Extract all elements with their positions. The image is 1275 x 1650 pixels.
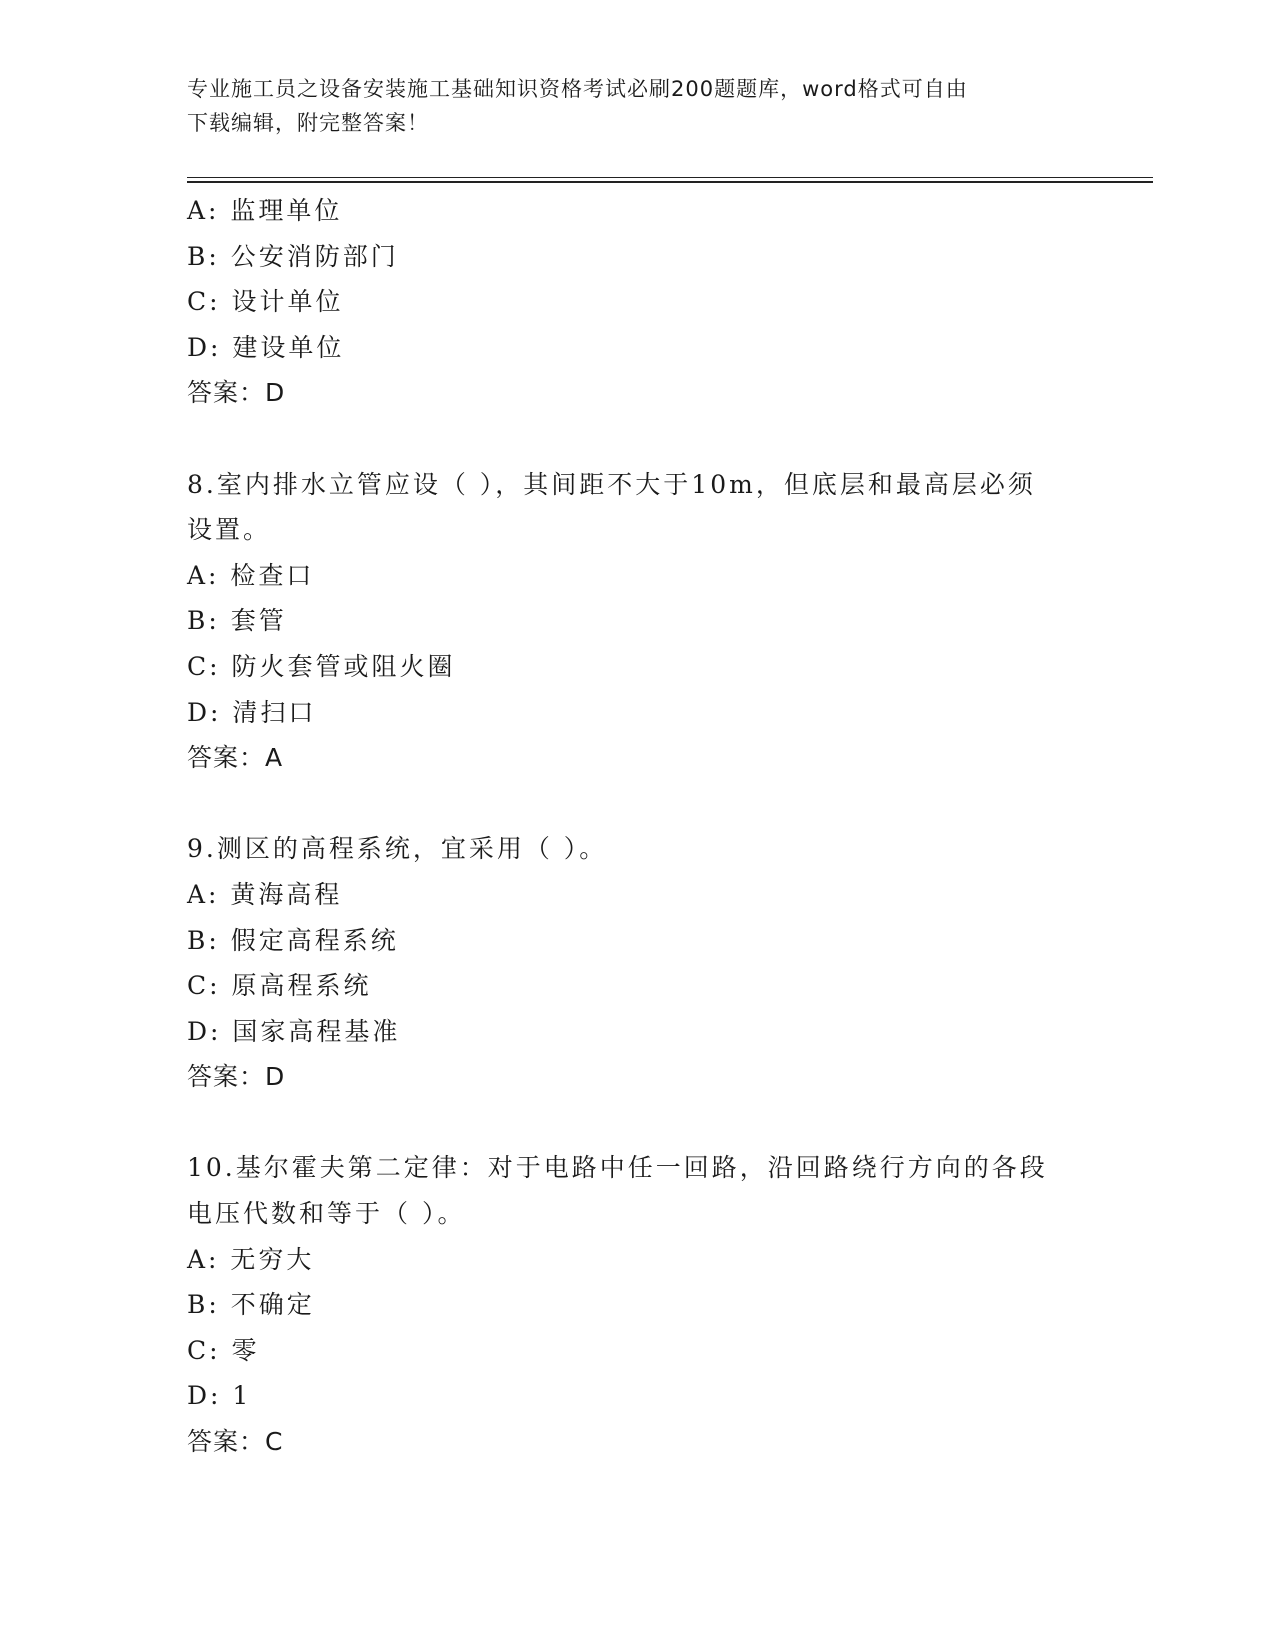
answer: 答案：D — [187, 1062, 286, 1092]
question-7 — [187, 188, 1087, 416]
option-c: C: 设计单位 — [187, 287, 344, 317]
answer: 答案：D — [187, 378, 286, 408]
answer: 答案：C — [187, 1427, 284, 1457]
option-b: B: 不确定 — [187, 1290, 315, 1320]
option-a: A: 监理单位 — [187, 196, 343, 225]
question-8 — [187, 462, 1087, 781]
question-9 — [187, 826, 1087, 1100]
option-b: B: 假定高程系统 — [187, 925, 399, 955]
document-header — [187, 72, 1067, 140]
option-d: D: 国家高程基准 — [187, 1016, 401, 1046]
question-list — [187, 188, 1087, 1465]
option-c: C: 零 — [187, 1335, 260, 1365]
question-text-continued: 电压代数和等于（ ）。 — [187, 1199, 466, 1229]
question-text: 10.基尔霍夫第二定律：对于电路中任一回路，沿回路绕行方向的各段 — [187, 1153, 1048, 1183]
question-text: 9.测区的高程系统，宜采用（ ）。 — [187, 834, 608, 864]
question-10 — [187, 1145, 1087, 1464]
option-c: C: 防火套管或阻火圈 — [187, 651, 456, 681]
option-d: D: 建设单位 — [187, 332, 345, 362]
option-a: A: 无穷大 — [187, 1244, 315, 1274]
spacer — [187, 416, 1087, 462]
answer: 答案：A — [187, 743, 284, 773]
spacer — [187, 1100, 1087, 1146]
header-line-1: 专业施工员之设备安装施工基础知识资格考试必刷200题题库，word格式可自由 — [187, 77, 968, 101]
option-d: D: 1 — [187, 1381, 252, 1411]
question-text: 8.室内排水立管应设（ ），其间距不大于10m，但底层和最高层必须 — [187, 469, 1036, 499]
option-d: D: 清扫口 — [187, 697, 317, 727]
option-a: A: 检查口 — [187, 560, 315, 590]
header-divider-thin — [187, 177, 1153, 178]
spacer — [187, 781, 1087, 827]
option-b: B: 套管 — [187, 606, 287, 636]
option-a: A: 黄海高程 — [187, 879, 343, 909]
header-line-2: 下载编辑，附完整答案！ — [187, 111, 429, 135]
header-divider-thick — [187, 181, 1153, 183]
option-b: B: 公安消防部门 — [187, 241, 399, 271]
question-text-continued: 设置。 — [187, 515, 272, 545]
option-c: C: 原高程系统 — [187, 971, 372, 1001]
